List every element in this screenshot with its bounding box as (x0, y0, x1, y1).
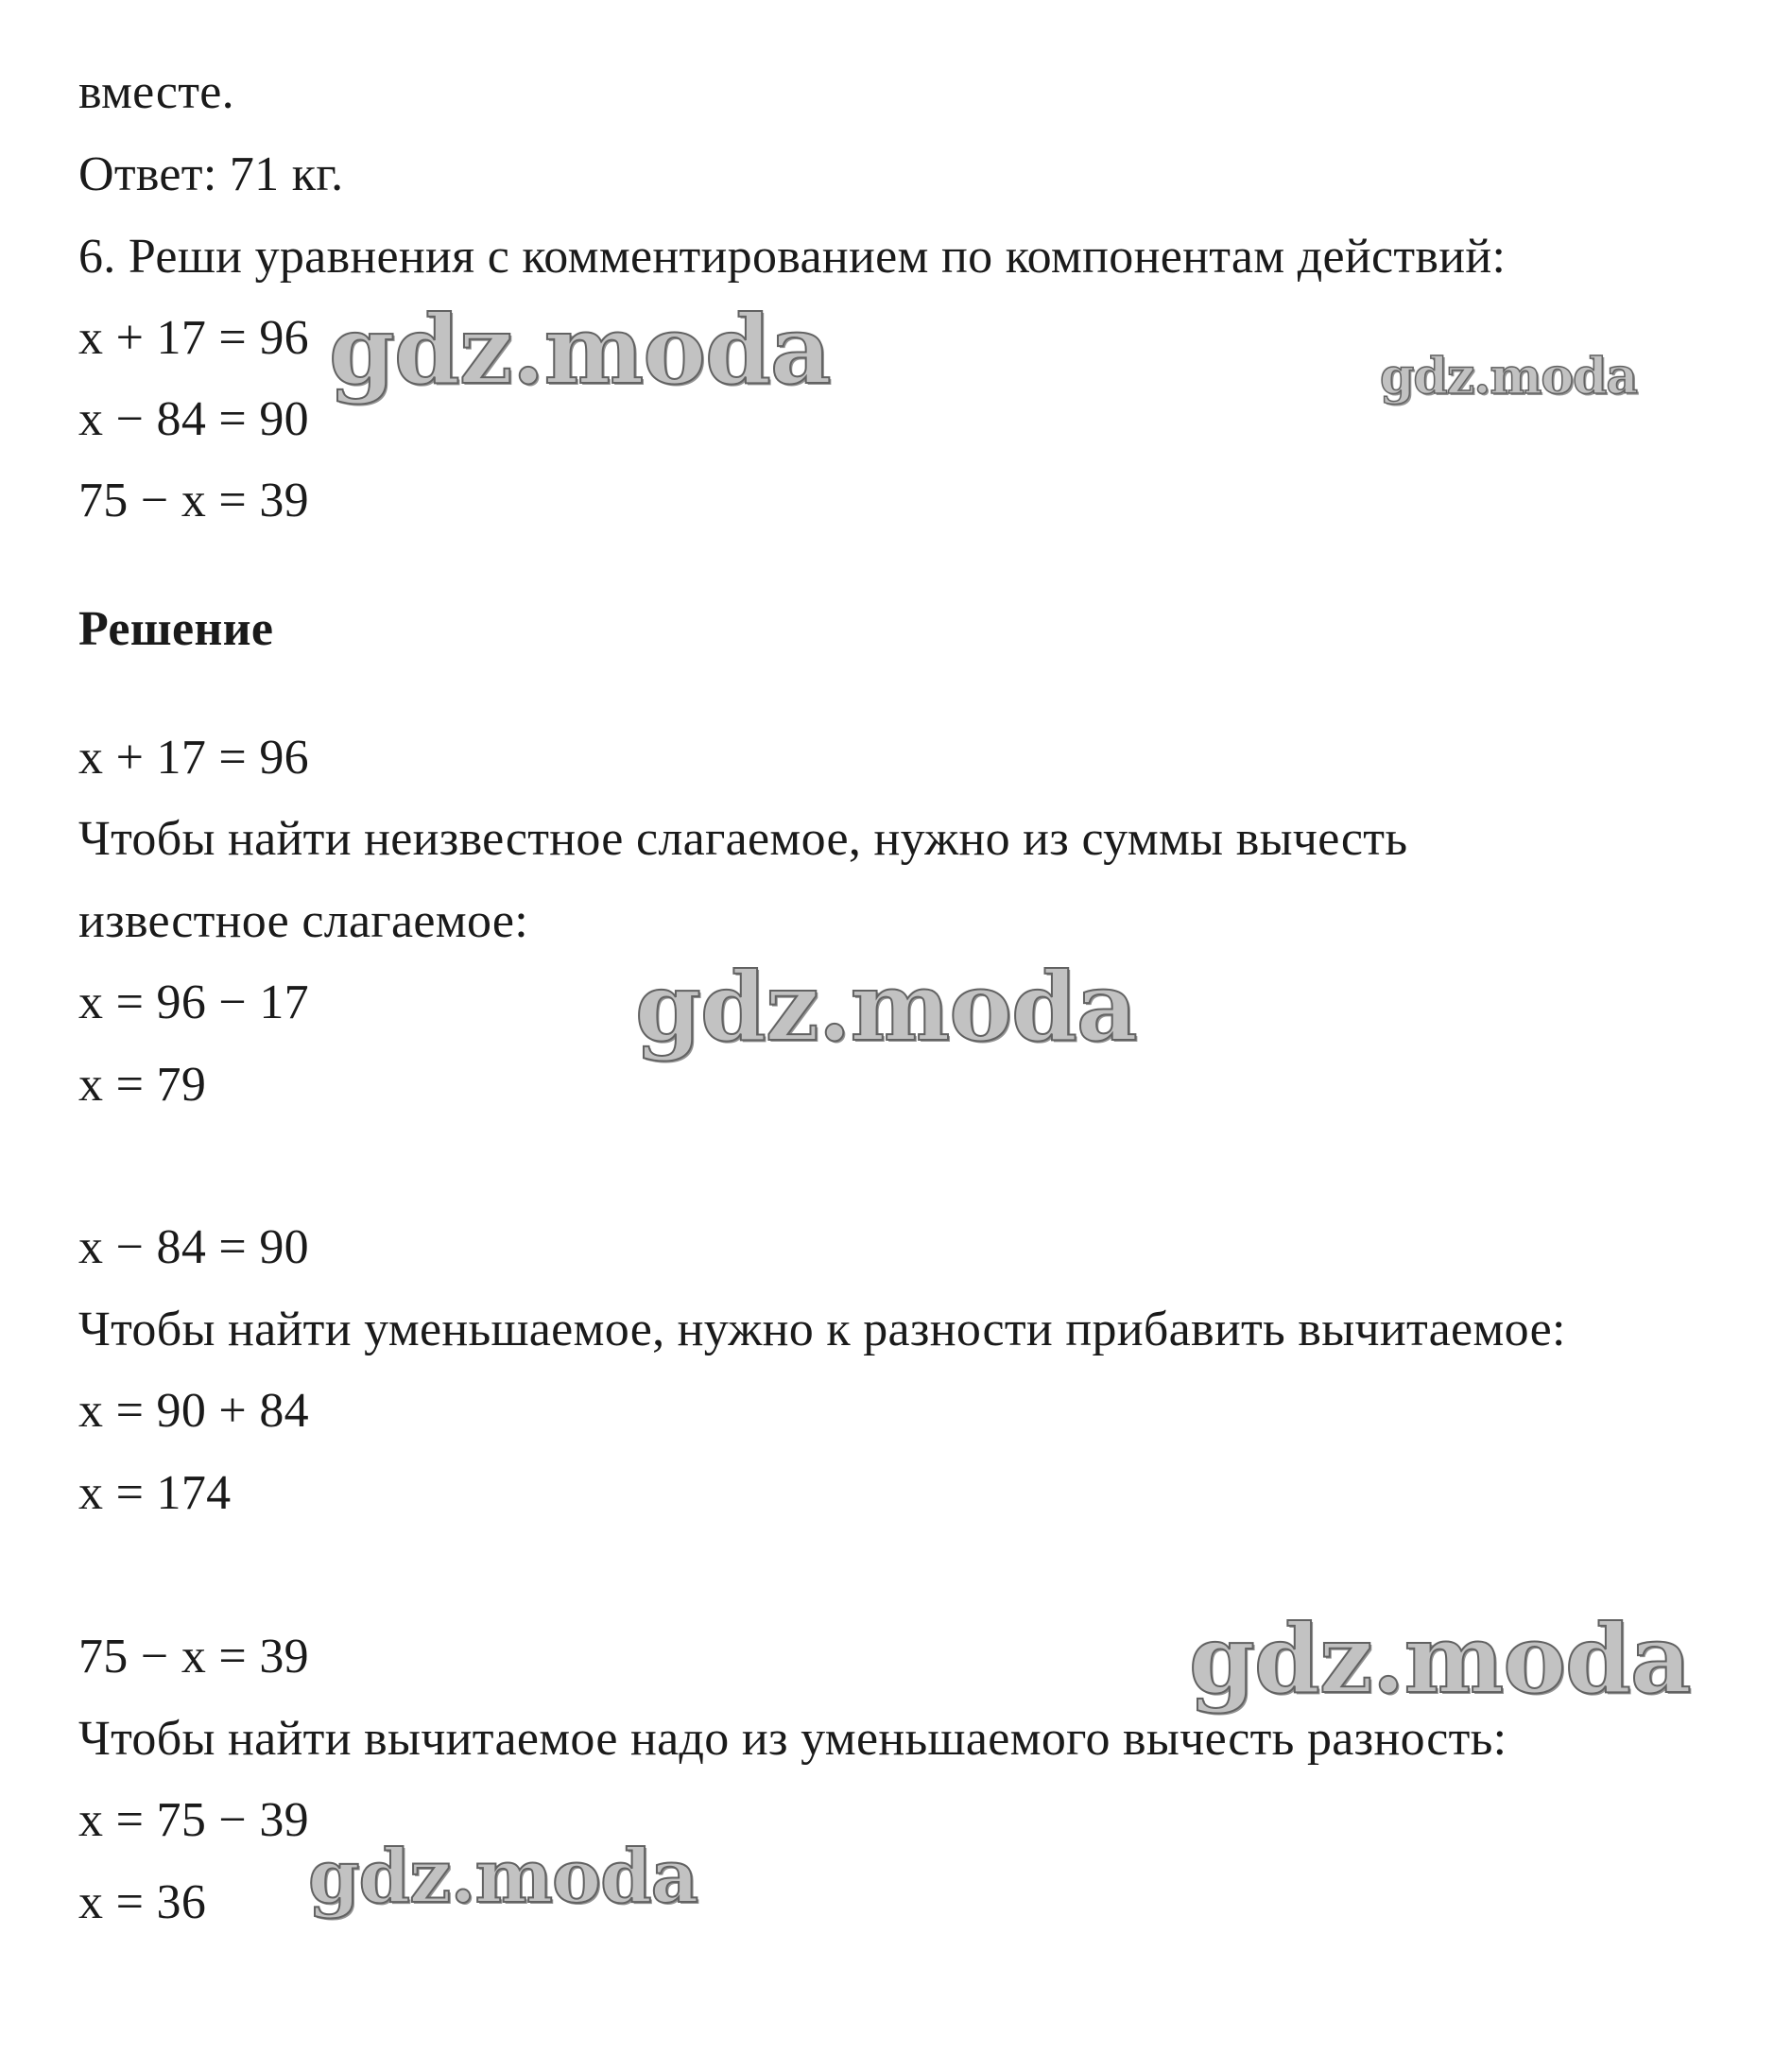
solution-heading: Решение (78, 602, 274, 656)
solution-2-step2: x = 174 (78, 1466, 232, 1520)
solution-3-step2: x = 36 (78, 1875, 207, 1929)
solution-1-step1: x = 96 − 17 (78, 976, 309, 1029)
solution-2-step1: x = 90 + 84 (78, 1384, 309, 1438)
solution-2-equation: x − 84 = 90 (78, 1220, 309, 1274)
answer-text: Ответ: 71 кг. (78, 147, 344, 201)
solution-2-rule-line1: Чтобы найти уменьшаемое, нужно к разности прибавить вычитаемое: (78, 1303, 1566, 1356)
task-equation-2: x − 84 = 90 (78, 392, 309, 446)
solution-3-rule-line1: Чтобы найти вычитаемое надо из уменьшаемого вычесть разность: (78, 1712, 1507, 1766)
task-equation-3: 75 − x = 39 (78, 474, 309, 527)
solution-1-step2: x = 79 (78, 1058, 207, 1112)
solution-1-equation: x + 17 = 96 (78, 731, 309, 785)
watermark-logo: gdz.moda (1380, 348, 1638, 406)
intro-text: вместе. (78, 65, 234, 119)
watermark-logo: gdz.moda (1189, 1603, 1691, 1715)
watermark-logo: gdz.moda (635, 951, 1137, 1062)
watermark-logo: gdz.moda (329, 294, 831, 406)
task-equation-1: x + 17 = 96 (78, 311, 309, 365)
solution-3-equation: 75 − x = 39 (78, 1630, 309, 1684)
solution-3-step1: x = 75 − 39 (78, 1793, 309, 1847)
task-statement: 6. Реши уравнения с комментированием по компонентам действий: (78, 230, 1507, 284)
solution-1-rule-line2: известное слагаемое: (78, 894, 529, 948)
solution-1-rule-line1: Чтобы найти неизвестное слагаемое, нужно из суммы вычесть (78, 812, 1408, 866)
watermark-logo: gdz.moda (308, 1834, 698, 1920)
